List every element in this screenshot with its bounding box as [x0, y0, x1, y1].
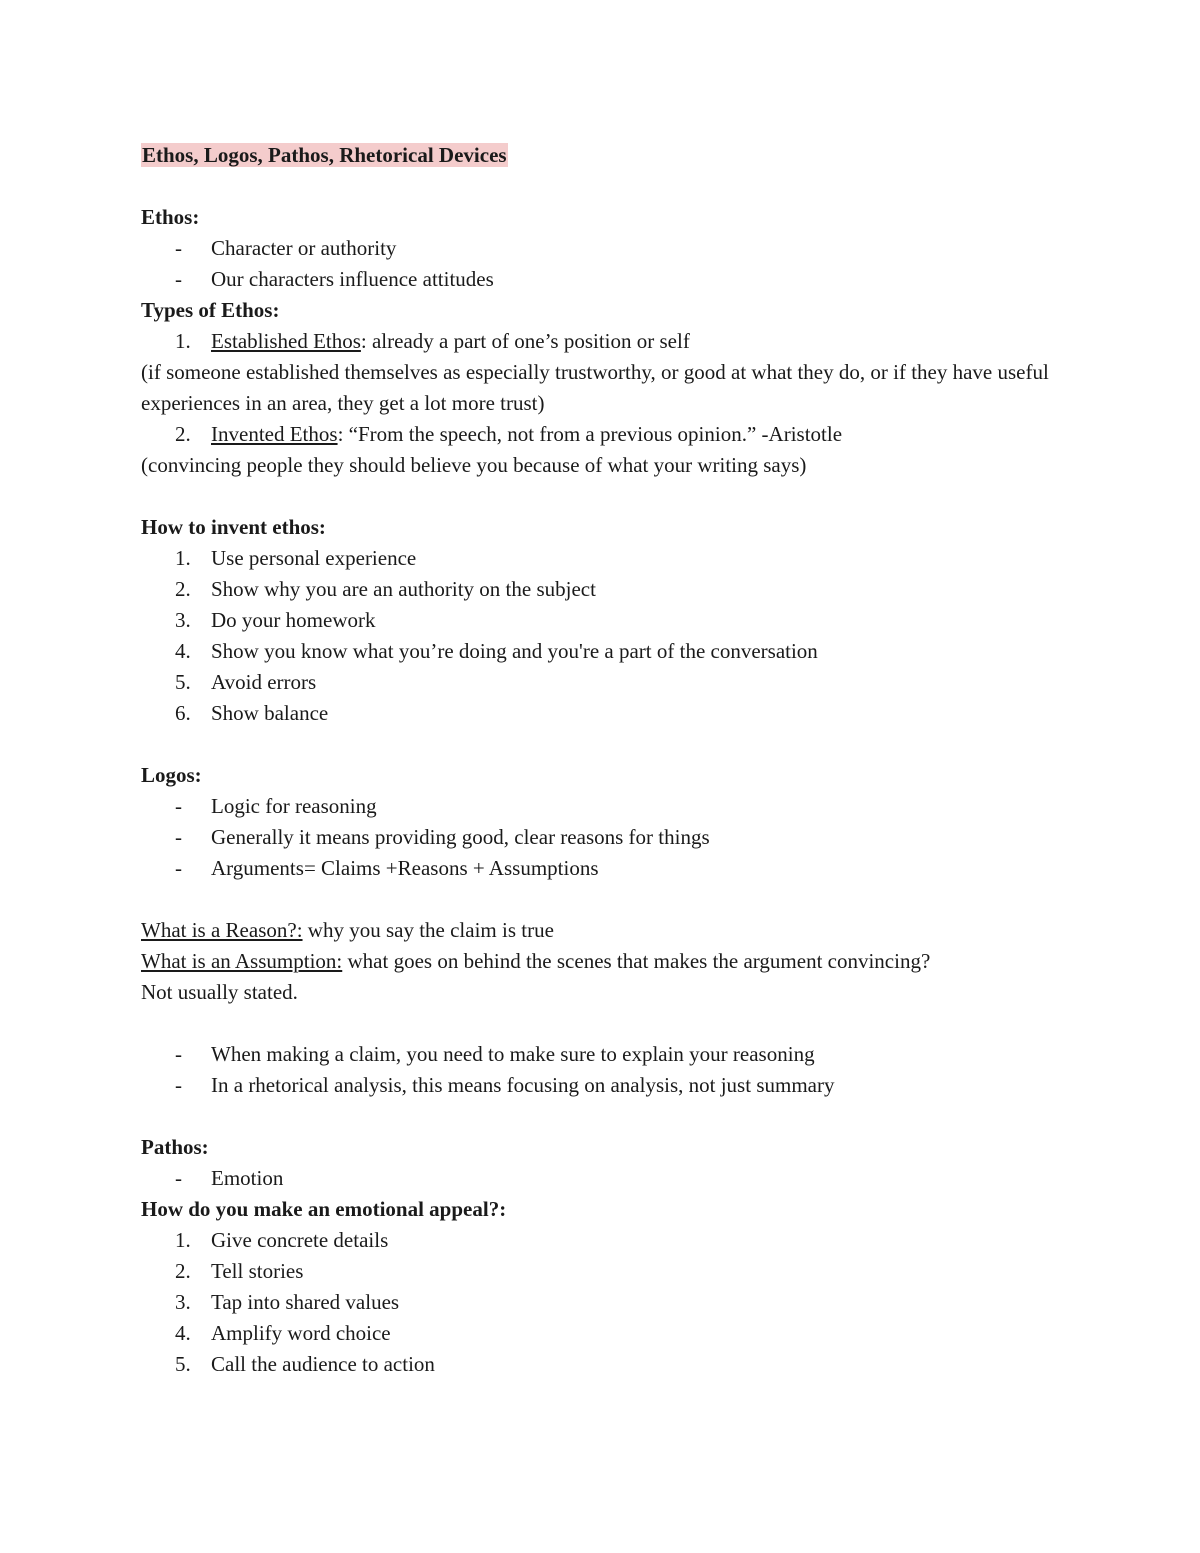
invent-item: Use personal experience	[211, 546, 417, 570]
list-item	[141, 264, 1081, 295]
logos-heading: Logos:	[141, 763, 202, 787]
number-marker: 6.	[175, 701, 191, 725]
logos-bullet: Generally it means providing good, clear reasons for things	[211, 825, 710, 849]
list-item	[141, 1256, 1081, 1287]
types-of-ethos-heading: Types of Ethos:	[141, 298, 280, 322]
list-item	[141, 822, 1081, 853]
assumption-term: What is an Assumption:	[141, 949, 343, 973]
number-marker: 1.	[175, 546, 191, 570]
how-to-invent-ethos-heading: How to invent ethos:	[141, 515, 326, 539]
pathos-heading: Pathos:	[141, 1135, 209, 1159]
assumption-desc: what goes on behind the scenes that makes the argument convincing?	[342, 949, 931, 973]
ethos-bullet: Our characters influence attitudes	[211, 267, 494, 291]
logos-bullet: When making a claim, you need to make sure to explain your reasoning	[211, 1042, 815, 1066]
title-line	[141, 140, 1081, 171]
list-item	[141, 326, 1081, 357]
document-page	[141, 140, 1081, 1380]
invented-ethos-desc: : “From the speech, not from a previous opinion.” -Aristotle	[337, 422, 843, 446]
invented-ethos-note: (convincing people they should believe you because of what your writing says)	[141, 453, 807, 477]
number-marker: 2.	[175, 422, 191, 446]
assumption-note: Not usually stated.	[141, 980, 298, 1004]
appeal-item: Tap into shared values	[211, 1290, 400, 1314]
list-item	[141, 667, 1081, 698]
list-item	[141, 1318, 1081, 1349]
number-marker: 2.	[175, 1259, 191, 1283]
dash-marker: -	[175, 794, 182, 818]
number-marker: 5.	[175, 1352, 191, 1376]
number-marker: 3.	[175, 1290, 191, 1314]
invent-item: Avoid errors	[211, 670, 317, 694]
number-marker: 4.	[175, 639, 191, 663]
list-item	[141, 791, 1081, 822]
dash-marker: -	[175, 236, 182, 260]
list-item	[141, 636, 1081, 667]
list-item	[141, 1039, 1081, 1070]
list-item	[141, 543, 1081, 574]
spacer	[141, 729, 1081, 760]
list-item	[141, 853, 1081, 884]
spacer	[141, 1101, 1081, 1132]
established-ethos-term: Established Ethos	[211, 329, 361, 353]
reason-line	[141, 915, 1081, 946]
logos-bullet: In a rhetorical analysis, this means focusing on analysis, not just summary	[211, 1073, 835, 1097]
list-item	[141, 605, 1081, 636]
spacer	[141, 481, 1081, 512]
list-item	[141, 574, 1081, 605]
list-item	[141, 1225, 1081, 1256]
logos-bullet: Logic for reasoning	[211, 794, 377, 818]
established-ethos-note: (if someone established themselves as especially trustworthy, or good at what they do, or if they have useful experiences in an area, they get a lot more trust)	[141, 360, 1049, 415]
number-marker: 3.	[175, 608, 191, 632]
number-marker: 5.	[175, 670, 191, 694]
dash-marker: -	[175, 825, 182, 849]
number-marker: 1.	[175, 1228, 191, 1252]
emotional-appeal-heading: How do you make an emotional appeal?:	[141, 1197, 507, 1221]
list-item	[141, 1163, 1081, 1194]
assumption-line	[141, 946, 1081, 977]
dash-marker: -	[175, 856, 182, 880]
spacer	[141, 1008, 1081, 1039]
invent-item: Show balance	[211, 701, 329, 725]
appeal-item: Call the audience to action	[211, 1352, 435, 1376]
established-ethos-desc: : already a part of one’s position or self	[360, 329, 690, 353]
reason-desc: why you say the claim is true	[302, 918, 554, 942]
dash-marker: -	[175, 267, 182, 291]
invent-item: Show you know what you’re doing and you're a part of the conversation	[211, 639, 818, 663]
dash-marker: -	[175, 1042, 182, 1066]
number-marker: 2.	[175, 577, 191, 601]
list-item	[141, 698, 1081, 729]
appeal-item: Tell stories	[211, 1259, 304, 1283]
invent-item: Show why you are an authority on the subject	[211, 577, 596, 601]
logos-bullet: Arguments= Claims +Reasons + Assumptions	[211, 856, 599, 880]
pathos-bullet: Emotion	[211, 1166, 284, 1190]
invent-item: Do your homework	[211, 608, 376, 632]
list-item	[141, 1287, 1081, 1318]
number-marker: 4.	[175, 1321, 191, 1345]
invented-ethos-term: Invented Ethos	[211, 422, 338, 446]
spacer	[141, 884, 1081, 915]
list-item	[141, 1349, 1081, 1380]
list-item	[141, 419, 1081, 450]
appeal-item: Give concrete details	[211, 1228, 389, 1252]
ethos-heading: Ethos:	[141, 205, 200, 229]
list-item	[141, 1070, 1081, 1101]
ethos-bullet: Character or authority	[211, 236, 397, 260]
reason-term: What is a Reason?:	[141, 918, 303, 942]
document-title: Ethos, Logos, Pathos, Rhetorical Devices	[142, 143, 507, 167]
number-marker: 1.	[175, 329, 191, 353]
appeal-item: Amplify word choice	[211, 1321, 391, 1345]
dash-marker: -	[175, 1073, 182, 1097]
dash-marker: -	[175, 1166, 182, 1190]
list-item	[141, 233, 1081, 264]
spacer	[141, 171, 1081, 202]
